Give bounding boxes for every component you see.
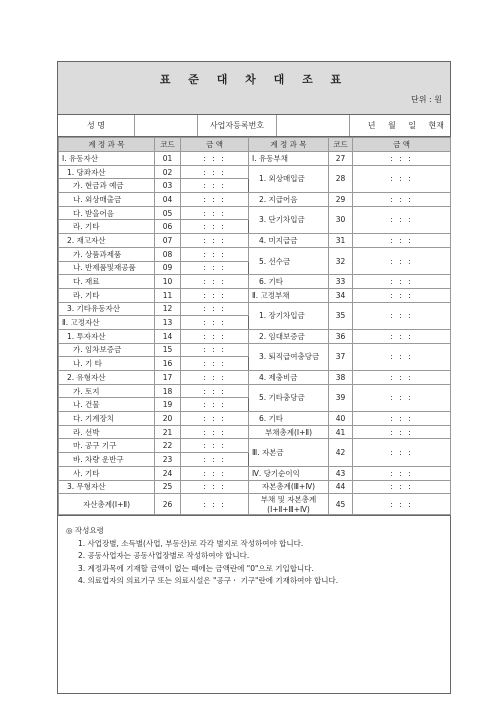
unit-label: 단위 : 원 — [411, 95, 442, 104]
left-account-cell: 다. 받을어음 — [59, 206, 155, 220]
left-code-cell: 13 — [155, 316, 181, 330]
left-amount-field[interactable]: : : : — [181, 371, 249, 385]
left-amount-field[interactable]: : : : — [181, 384, 249, 398]
table-row — [59, 425, 451, 439]
left-account-cell: 라. 선박 — [59, 425, 155, 439]
left-account-cell: 3. 기타유동자산 — [59, 302, 155, 316]
left-code-cell: 14 — [155, 329, 181, 343]
right-account-cell: 2. 임대보증금 — [249, 329, 329, 343]
right-amount-field[interactable]: : : : — [353, 275, 451, 289]
right-amount-field[interactable]: : : : — [353, 371, 451, 385]
right-account-cell: 부채총계(Ⅰ+Ⅱ) — [249, 425, 329, 439]
table-row — [59, 343, 451, 357]
left-amount-field[interactable]: : : : — [181, 261, 249, 275]
left-code-cell: 02 — [155, 165, 181, 179]
left-amount-field[interactable]: : : : — [181, 480, 249, 494]
right-account-cell: 5. 기타충당금 — [249, 384, 329, 411]
right-code-cell: 30 — [329, 206, 353, 233]
instruction-item: 1. 사업장별, 소득별(사업, 부동산)로 각각 별지로 작성하여야 합니다. — [78, 538, 304, 548]
right-account-cell: 5. 선수금 — [249, 247, 329, 274]
left-code-cell: 05 — [155, 206, 181, 220]
left-account-cell: 2. 유형자산 — [59, 371, 155, 385]
left-amount-field[interactable]: : : : — [181, 439, 249, 453]
right-amount-field[interactable]: : : : — [353, 494, 451, 515]
left-amount-field[interactable]: : : : — [181, 302, 249, 316]
left-code-cell: 01 — [155, 152, 181, 166]
right-amount-field[interactable]: : : : — [353, 480, 451, 494]
right-account-header: 계 정 과 목 — [249, 138, 329, 152]
instructions — [58, 515, 450, 693]
left-amount-field[interactable]: : : : — [181, 343, 249, 357]
left-account-cell: 라. 기타 — [59, 220, 155, 234]
left-account-cell: 1. 투자자산 — [59, 329, 155, 343]
right-amount-field[interactable]: : : : — [353, 165, 451, 192]
right-code-cell: 37 — [329, 343, 353, 370]
left-account-cell: 가. 상품과제품 — [59, 247, 155, 261]
right-account-cell: 4. 미지급금 — [249, 234, 329, 248]
table-row — [59, 412, 451, 426]
table-body — [59, 152, 451, 515]
table-row — [59, 165, 451, 179]
left-code-cell: 11 — [155, 288, 181, 302]
right-account-cell: 2. 지급어음 — [249, 193, 329, 207]
name-label: 성 명 — [58, 115, 135, 136]
right-account-cell: Ⅱ. 고정부채 — [249, 288, 329, 302]
right-code-cell: 45 — [329, 494, 353, 515]
reg-number-field[interactable] — [277, 115, 350, 136]
table-row — [59, 384, 451, 398]
table-row — [59, 480, 451, 494]
left-account-cell: 가. 임차보증금 — [59, 343, 155, 357]
right-account-sublabel: (Ⅰ+Ⅱ+Ⅲ+Ⅳ) — [267, 505, 310, 515]
right-code-cell: 42 — [329, 439, 353, 466]
left-account-cell: 나. 건물 — [59, 398, 155, 412]
right-account-cell — [249, 494, 329, 515]
left-amount-field[interactable]: : : : — [181, 466, 249, 480]
left-code-cell: 04 — [155, 193, 181, 207]
right-code-cell: 27 — [329, 152, 353, 166]
right-amount-field[interactable]: : : : — [353, 152, 451, 166]
left-amount-field[interactable]: : : : — [181, 398, 249, 412]
table-row — [59, 275, 451, 289]
left-code-cell: 06 — [155, 220, 181, 234]
left-code-cell: 23 — [155, 453, 181, 467]
left-account-cell: 다. 기계장치 — [59, 412, 155, 426]
right-amount-header: 금 액 — [353, 138, 451, 152]
left-amount-field[interactable]: : : : — [181, 247, 249, 261]
left-amount-header: 금 액 — [181, 138, 249, 152]
right-code-cell: 44 — [329, 480, 353, 494]
left-amount-field[interactable]: : : : — [181, 425, 249, 439]
table-row — [59, 152, 451, 166]
left-code-cell: 19 — [155, 398, 181, 412]
right-amount-field[interactable]: : : : — [353, 412, 451, 426]
form-title: 표 준 대 차 대 조 표 — [159, 73, 349, 86]
balance-sheet-form — [57, 61, 451, 694]
right-code-cell: 32 — [329, 247, 353, 274]
reg-number-label: 사업자등록번호 — [198, 115, 277, 136]
right-account-cell: 3. 퇴직급여충당금 — [249, 343, 329, 370]
left-amount-field[interactable]: : : : — [181, 412, 249, 426]
right-account-cell: 4. 제충비금 — [249, 371, 329, 385]
date-label: 년 월 일 현재 — [367, 121, 444, 130]
name-field[interactable] — [135, 115, 198, 136]
table-row — [59, 193, 451, 207]
table-row — [59, 288, 451, 302]
table-row — [59, 247, 451, 261]
left-amount-field[interactable]: : : : — [181, 234, 249, 248]
right-code-cell: 40 — [329, 412, 353, 426]
instruction-item: 4. 의료업자의 의료기구 또는 의료시설은 "공구ㆍ 기구"란에 기재하여야 합니다. — [78, 576, 339, 586]
left-account-cell: 가. 토지 — [59, 384, 155, 398]
left-code-cell: 10 — [155, 275, 181, 289]
left-account-cell: Ⅱ. 고정자산 — [59, 316, 155, 330]
right-amount-field[interactable]: : : : — [353, 247, 451, 274]
left-code-cell: 22 — [155, 439, 181, 453]
left-amount-field[interactable]: : : : — [181, 193, 249, 207]
right-code-cell: 41 — [329, 425, 353, 439]
left-code-cell: 24 — [155, 466, 181, 480]
right-amount-field[interactable]: : : : — [353, 343, 451, 370]
instructions-heading: ◎ 작성요령 — [66, 526, 104, 536]
right-code-cell: 39 — [329, 384, 353, 411]
table-row — [59, 371, 451, 385]
left-code-cell: 07 — [155, 234, 181, 248]
left-amount-field[interactable]: : : : — [181, 329, 249, 343]
left-amount-field[interactable]: : : : — [181, 220, 249, 234]
left-code-cell: 18 — [155, 384, 181, 398]
right-code-cell: 34 — [329, 288, 353, 302]
left-code-cell: 08 — [155, 247, 181, 261]
left-account-cell: 3. 무형자산 — [59, 480, 155, 494]
left-code-cell: 17 — [155, 371, 181, 385]
left-code-cell: 25 — [155, 480, 181, 494]
left-amount-field[interactable]: : : : — [181, 453, 249, 467]
right-amount-field[interactable]: : : : — [353, 384, 451, 411]
left-account-cell: Ⅰ. 유동자산 — [59, 152, 155, 166]
table-row — [59, 302, 451, 316]
right-amount-field[interactable]: : : : — [353, 439, 451, 466]
left-code-cell: 20 — [155, 412, 181, 426]
right-amount-field[interactable]: : : : — [353, 206, 451, 233]
left-amount-field[interactable]: : : : — [181, 357, 249, 371]
left-code-cell: 03 — [155, 179, 181, 193]
right-code-cell: 35 — [329, 302, 353, 329]
table-header-row — [59, 138, 451, 152]
right-amount-field[interactable]: : : : — [353, 234, 451, 248]
right-code-header: 코드 — [329, 138, 353, 152]
right-amount-field[interactable]: : : : — [353, 425, 451, 439]
left-account-cell: 자산총계(Ⅰ+Ⅱ) — [59, 494, 155, 515]
right-account-cell: Ⅲ. 자본금 — [249, 439, 329, 466]
left-account-cell: 가. 현금과 예금 — [59, 179, 155, 193]
right-code-cell: 36 — [329, 329, 353, 343]
left-account-header: 계 정 과 목 — [59, 138, 155, 152]
table-row — [59, 329, 451, 343]
left-code-cell: 26 — [155, 494, 181, 515]
left-code-cell: 16 — [155, 357, 181, 371]
table-row — [59, 494, 451, 515]
left-code-header: 코드 — [155, 138, 181, 152]
table-row — [59, 234, 451, 248]
left-amount-field[interactable]: : : : — [181, 494, 249, 515]
right-account-cell: 1. 장기차입금 — [249, 302, 329, 329]
left-amount-field[interactable]: : : : — [181, 179, 249, 193]
right-code-cell: 31 — [329, 234, 353, 248]
balance-table — [58, 137, 451, 515]
right-code-cell: 43 — [329, 466, 353, 480]
right-account-cell: 3. 단기차입금 — [249, 206, 329, 233]
left-account-cell: 나. 기 타 — [59, 357, 155, 371]
form-header — [58, 62, 450, 115]
right-amount-field[interactable]: : : : — [353, 193, 451, 207]
left-account-cell: 나. 반제품및재공품 — [59, 261, 155, 275]
left-account-cell: 마. 공구 기구 — [59, 439, 155, 453]
left-account-cell: 1. 당좌자산 — [59, 165, 155, 179]
table-row — [59, 206, 451, 220]
instruction-item: 3. 계정과목에 기재할 금액이 없는 때에는 금액란에 "0"으로 기입합니다. — [78, 563, 314, 573]
right-code-cell: 29 — [329, 193, 353, 207]
info-row — [58, 115, 450, 137]
left-amount-field[interactable]: : : : — [181, 206, 249, 220]
right-account-cell: 6. 기타 — [249, 412, 329, 426]
right-account-cell: 1. 외상매입금 — [249, 165, 329, 192]
left-code-cell: 21 — [155, 425, 181, 439]
table-row — [59, 466, 451, 480]
right-account-cell: 6. 기타 — [249, 275, 329, 289]
right-code-cell: 38 — [329, 371, 353, 385]
left-code-cell: 09 — [155, 261, 181, 275]
right-account-label: 부채 및 자본총계 — [260, 495, 317, 505]
left-account-cell: 라. 기타 — [59, 288, 155, 302]
left-amount-field[interactable]: : : : — [181, 275, 249, 289]
left-code-cell: 15 — [155, 343, 181, 357]
table-row — [59, 439, 451, 453]
right-amount-field[interactable]: : : : — [353, 288, 451, 302]
right-amount-field[interactable]: : : : — [353, 329, 451, 343]
left-amount-field[interactable]: : : : — [181, 152, 249, 166]
right-code-cell: 33 — [329, 275, 353, 289]
left-account-cell: 사. 기타 — [59, 466, 155, 480]
right-amount-field[interactable]: : : : — [353, 302, 451, 329]
instruction-item: 2. 공동사업자는 공동사업장별로 작성하여야 합니다. — [78, 551, 250, 561]
left-amount-field[interactable]: : : : — [181, 316, 249, 330]
left-account-cell: 2. 재고자산 — [59, 234, 155, 248]
left-amount-field[interactable]: : : : — [181, 288, 249, 302]
right-account-cell: Ⅳ. 당기순이익 — [249, 466, 329, 480]
left-account-cell: 다. 재료 — [59, 275, 155, 289]
left-code-cell: 12 — [155, 302, 181, 316]
right-account-cell: 자본총계(Ⅲ+Ⅳ) — [249, 480, 329, 494]
left-account-cell: 나. 외상매출금 — [59, 193, 155, 207]
right-amount-field[interactable]: : : : — [353, 466, 451, 480]
right-account-cell: Ⅰ. 유동부채 — [249, 152, 329, 166]
left-amount-field[interactable]: : : : — [181, 165, 249, 179]
right-code-cell: 28 — [329, 165, 353, 192]
left-account-cell: 바. 차량 운반구 — [59, 453, 155, 467]
